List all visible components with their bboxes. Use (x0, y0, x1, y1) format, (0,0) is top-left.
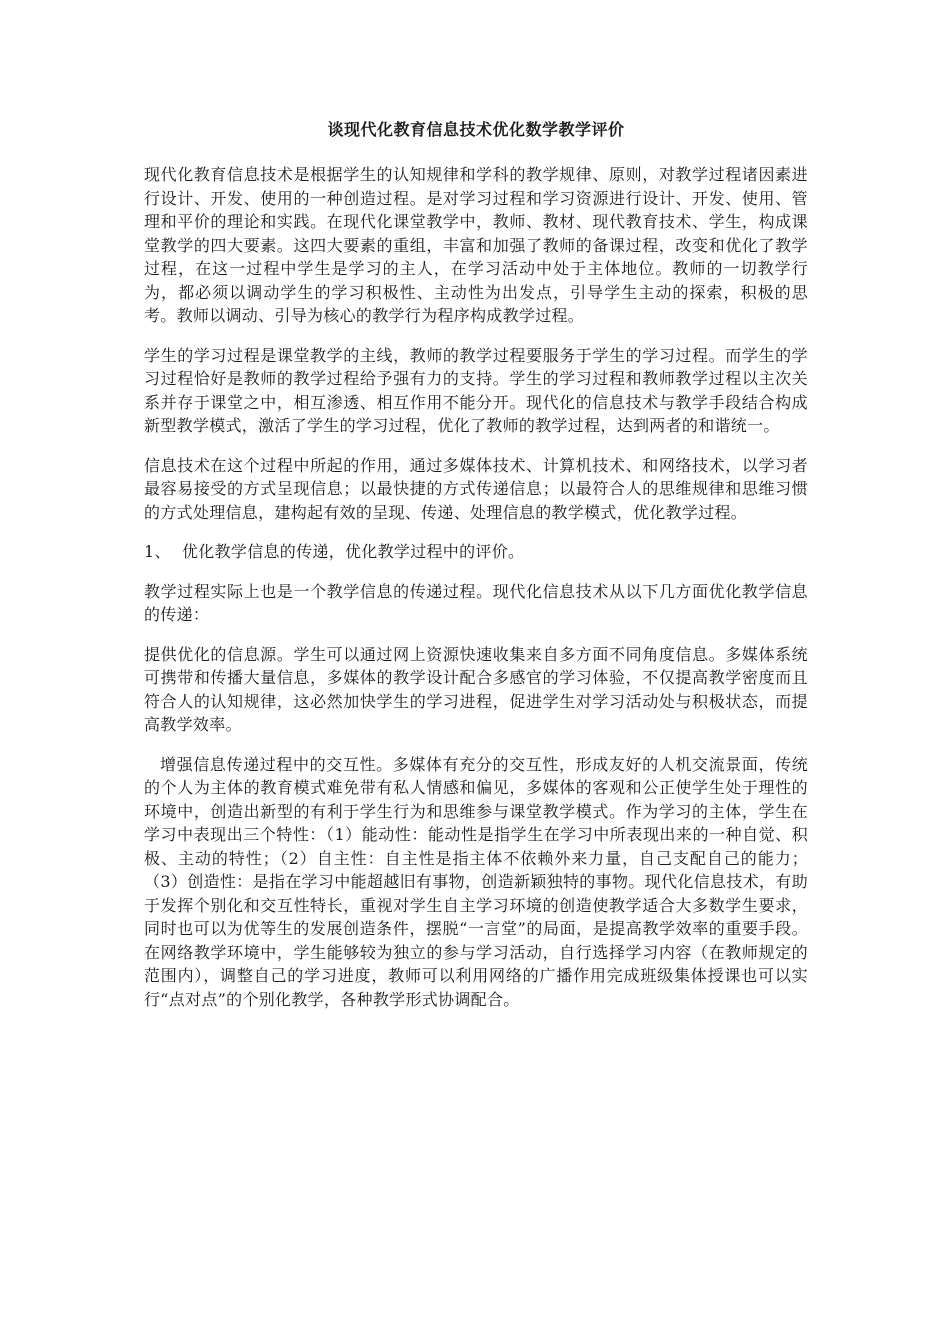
paragraph-learning-process: 学生的学习过程是课堂教学的主线，教师的教学过程要服务于学生的学习过程。而学生的学习过程恰好是教师的教学过程给予强有力的支持。学生的学习过程和教师教学过程以主次关系并存于课堂之中，相互渗透、相互作用不能分开。现代化的信息技术与教学手段结合构成新型教学模式，激活了学生的学习过程，优化了教师的教学过程，达到两者的和谐统一。 (144, 345, 808, 435)
section-number: 1、 (144, 542, 171, 561)
document-title: 谈现代化教育信息技术优化数学教学评价 (327, 120, 625, 139)
document-page (144, 118, 808, 1027)
section-heading-text: 优化教学信息的传递，优化教学过程中的评价。 (182, 542, 525, 561)
paragraph-information-source: 提供优化的信息源。学生可以通过网上资源快速收集来自多方面不同角度信息。多媒体系统可携带和传播大量信息，多媒体的教学设计配合多感官的学习体验，不仅提高教学密度而且符合人的认知规律，这必然加快学生的学习进程，促进学生对学习活动处与积极状态，而提高教学效率。 (144, 644, 808, 734)
section-heading-1 (144, 540, 808, 564)
paragraph-information-technology: 信息技术在这个过程中所起的作用，通过多媒体技术、计算机技术、和网络技术，以学习者最容易接受的方式呈现信息；以最快捷的方式传递信息；以最符合人的思维规律和思维习惯的方式处理信息，建构起有效的呈现、传递、处理信息的教学模式，优化教学过程。 (144, 455, 808, 522)
paragraph-information-transfer: 教学过程实际上也是一个教学信息的传递过程。现代化信息技术从以下几方面优化教学信息的传递： (144, 581, 808, 624)
paragraph-intro: 现代化教育信息技术是根据学生的认知规律和学科的教学规律、原则，对教学过程诸因素进行设计、开发、使用的一种创造过程。是对学习过程和学习资源进行设计、开发、使用、管理和平价的理论和实践。在现代化课堂教学中，教师、教材、现代教育技术、学生，构成课堂教学的四大要素。这四大要素的重组，丰富和加强了教师的备课过程，改变和优化了教学过程，在这一过程中学生是学习的主人，在学习活动中处于主体地位。教师的一切教学行为，都必须以调动学生的学习积极性、主动性为出发点，引导学生主动的探索，积极的思考。教师以调动、引导为核心的教学行为程序构成教学过程。 (144, 165, 808, 325)
paragraph-interactivity: 增强信息传递过程中的交互性。多媒体有充分的交互性，形成友好的人机交流景面，传统的个人为主体的教育模式难免带有私人情感和偏见，多媒体的客观和公正使学生处于理性的环境中，创造出新型的有利于学生行为和思维参与课堂教学模式。作为学习的主体，学生在学习中表现出三个特性：（1）能动性：能动性是指学生在学习中所表现出来的一种自觉、积极、主动的特性；（2）自主性：自主性是指主体不依赖外来力量，自己支配自己的能力；（3）创造性：是指在学习中能超越旧有事物，创造新颖独特的事物。现代化信息技术，有助于发挥个别化和交互性特长，重视对学生自主学习环境的创造使教学适合大多数学生要求，同时也可以为优等生的发展创造条件，摆脱“一言堂”的局面，是提高教学效率的重要手段。在网络教学环境中，学生能够较为独立的参与学习活动，自行选择学习内容（在教师规定的范围内），调整自己的学习进度，教师可以利用网络的广播作用完成班级集体授课也可以实行“点对点”的个别化教学，各种教学形式协调配合。 (144, 754, 808, 1009)
